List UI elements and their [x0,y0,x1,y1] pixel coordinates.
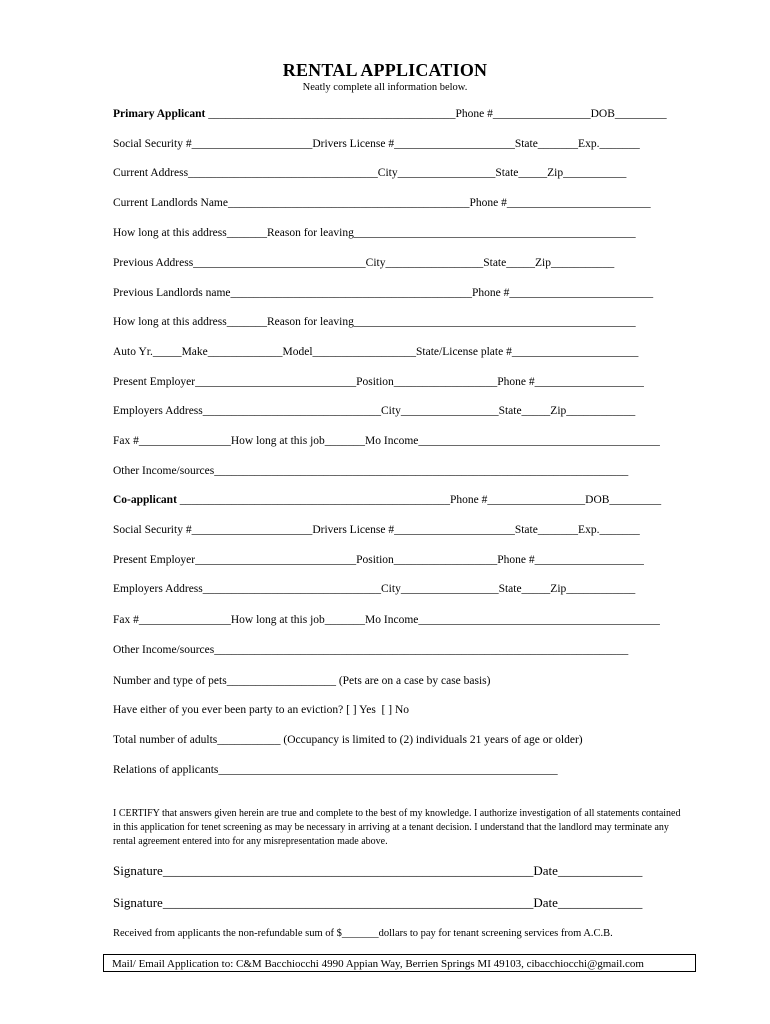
coapplicant-fax-row[interactable]: Fax #________________How long at this job_______Mo Income__________________________________________ [113,614,660,626]
primary-other-income-row[interactable]: Other Income/sources________________________________________________________________________ [113,465,629,477]
eviction-row[interactable]: Have either of you ever been party to an eviction? [ ] Yes [ ] No [113,704,410,716]
page-title: RENTAL APPLICATION [282,60,488,80]
primary-landlord-row[interactable]: Current Landlords Name__________________________________________Phone #_________________________ [113,197,651,209]
pets-row[interactable]: Number and type of pets___________________ (Pets are on a case by case basis) [113,675,491,687]
coapplicant-employer-row[interactable]: Present Employer____________________________Position__________________Phone #___________________ [113,554,644,566]
coapplicant-other-income-row[interactable]: Other Income/sources________________________________________________________________________ [113,644,629,656]
primary-applicant-fields[interactable]: ___________________________________________Phone #_________________DOB_________ [205,108,667,120]
primary-auto-row[interactable]: Auto Yr._____Make_____________Model__________________State/License plate #______________________ [113,346,639,358]
primary-current-address-row[interactable]: Current Address_________________________________City_________________State_____Zip___________ [113,167,627,179]
primary-prev-address-row[interactable]: Previous Address______________________________City_________________State_____Zip___________ [113,257,615,269]
certify-statement: I CERTIFY that answers given herein are true and complete to the best of my knowledge. I authorize investigation of all statements contained in this application for tenet screening as may be necessary in arriving at a tenant decision. I understand that the landlord may terminate any rental agreement entered into for any misrepresentation made above. [113,808,681,847]
primary-how-long-row[interactable]: How long at this address_______Reason for leaving_________________________________________________ [113,227,636,239]
coapplicant-fields[interactable]: _______________________________________________Phone #_________________DOB_________ [176,494,662,506]
coapplicant-row[interactable] [113,494,661,506]
primary-applicant-row[interactable] [113,108,667,120]
mail-instructions-box: Mail/ Email Application to: C&M Bacchiocchi 4990 Appian Way, Berrien Springs MI 49103, cibacchiocchi@gmail.com [103,954,696,972]
signature-line-1[interactable]: Signature_________________________________________________________Date_____________ [113,863,643,878]
adults-row[interactable]: Total number of adults___________ (Occupancy is limited to (2) individuals 21 years of age or older) [113,734,583,746]
primary-applicant-label: Primary Applicant [113,108,206,120]
coapplicant-label: Co-applicant [113,494,177,506]
page-subtitle: Neatly complete all information below. [302,82,468,93]
received-statement[interactable]: Received from applicants the non-refundable sum of $_______dollars to pay for tenant screening services from A.C.B. [113,928,613,939]
primary-how-long2-row[interactable]: How long at this address_______Reason for leaving_________________________________________________ [113,316,636,328]
primary-ssn-row[interactable]: Social Security #_____________________Drivers License #_____________________State_______Exp._______ [113,138,640,150]
relations-row[interactable]: Relations of applicants___________________________________________________________ [113,764,558,776]
coapplicant-ssn-row[interactable]: Social Security #_____________________Drivers License #_____________________State_______Exp._______ [113,524,640,536]
primary-prev-landlord-row[interactable]: Previous Landlords name__________________________________________Phone #_________________________ [113,287,654,299]
primary-employer-address-row[interactable]: Employers Address_______________________________City_________________State_____Zip____________ [113,405,636,417]
primary-fax-row[interactable]: Fax #________________How long at this job_______Mo Income__________________________________________ [113,435,660,447]
primary-employer-row[interactable]: Present Employer____________________________Position__________________Phone #___________________ [113,376,644,388]
signature-line-2[interactable]: Signature_________________________________________________________Date_____________ [113,895,643,910]
coapplicant-employer-address-row[interactable]: Employers Address_______________________________City_________________State_____Zip____________ [113,583,636,595]
